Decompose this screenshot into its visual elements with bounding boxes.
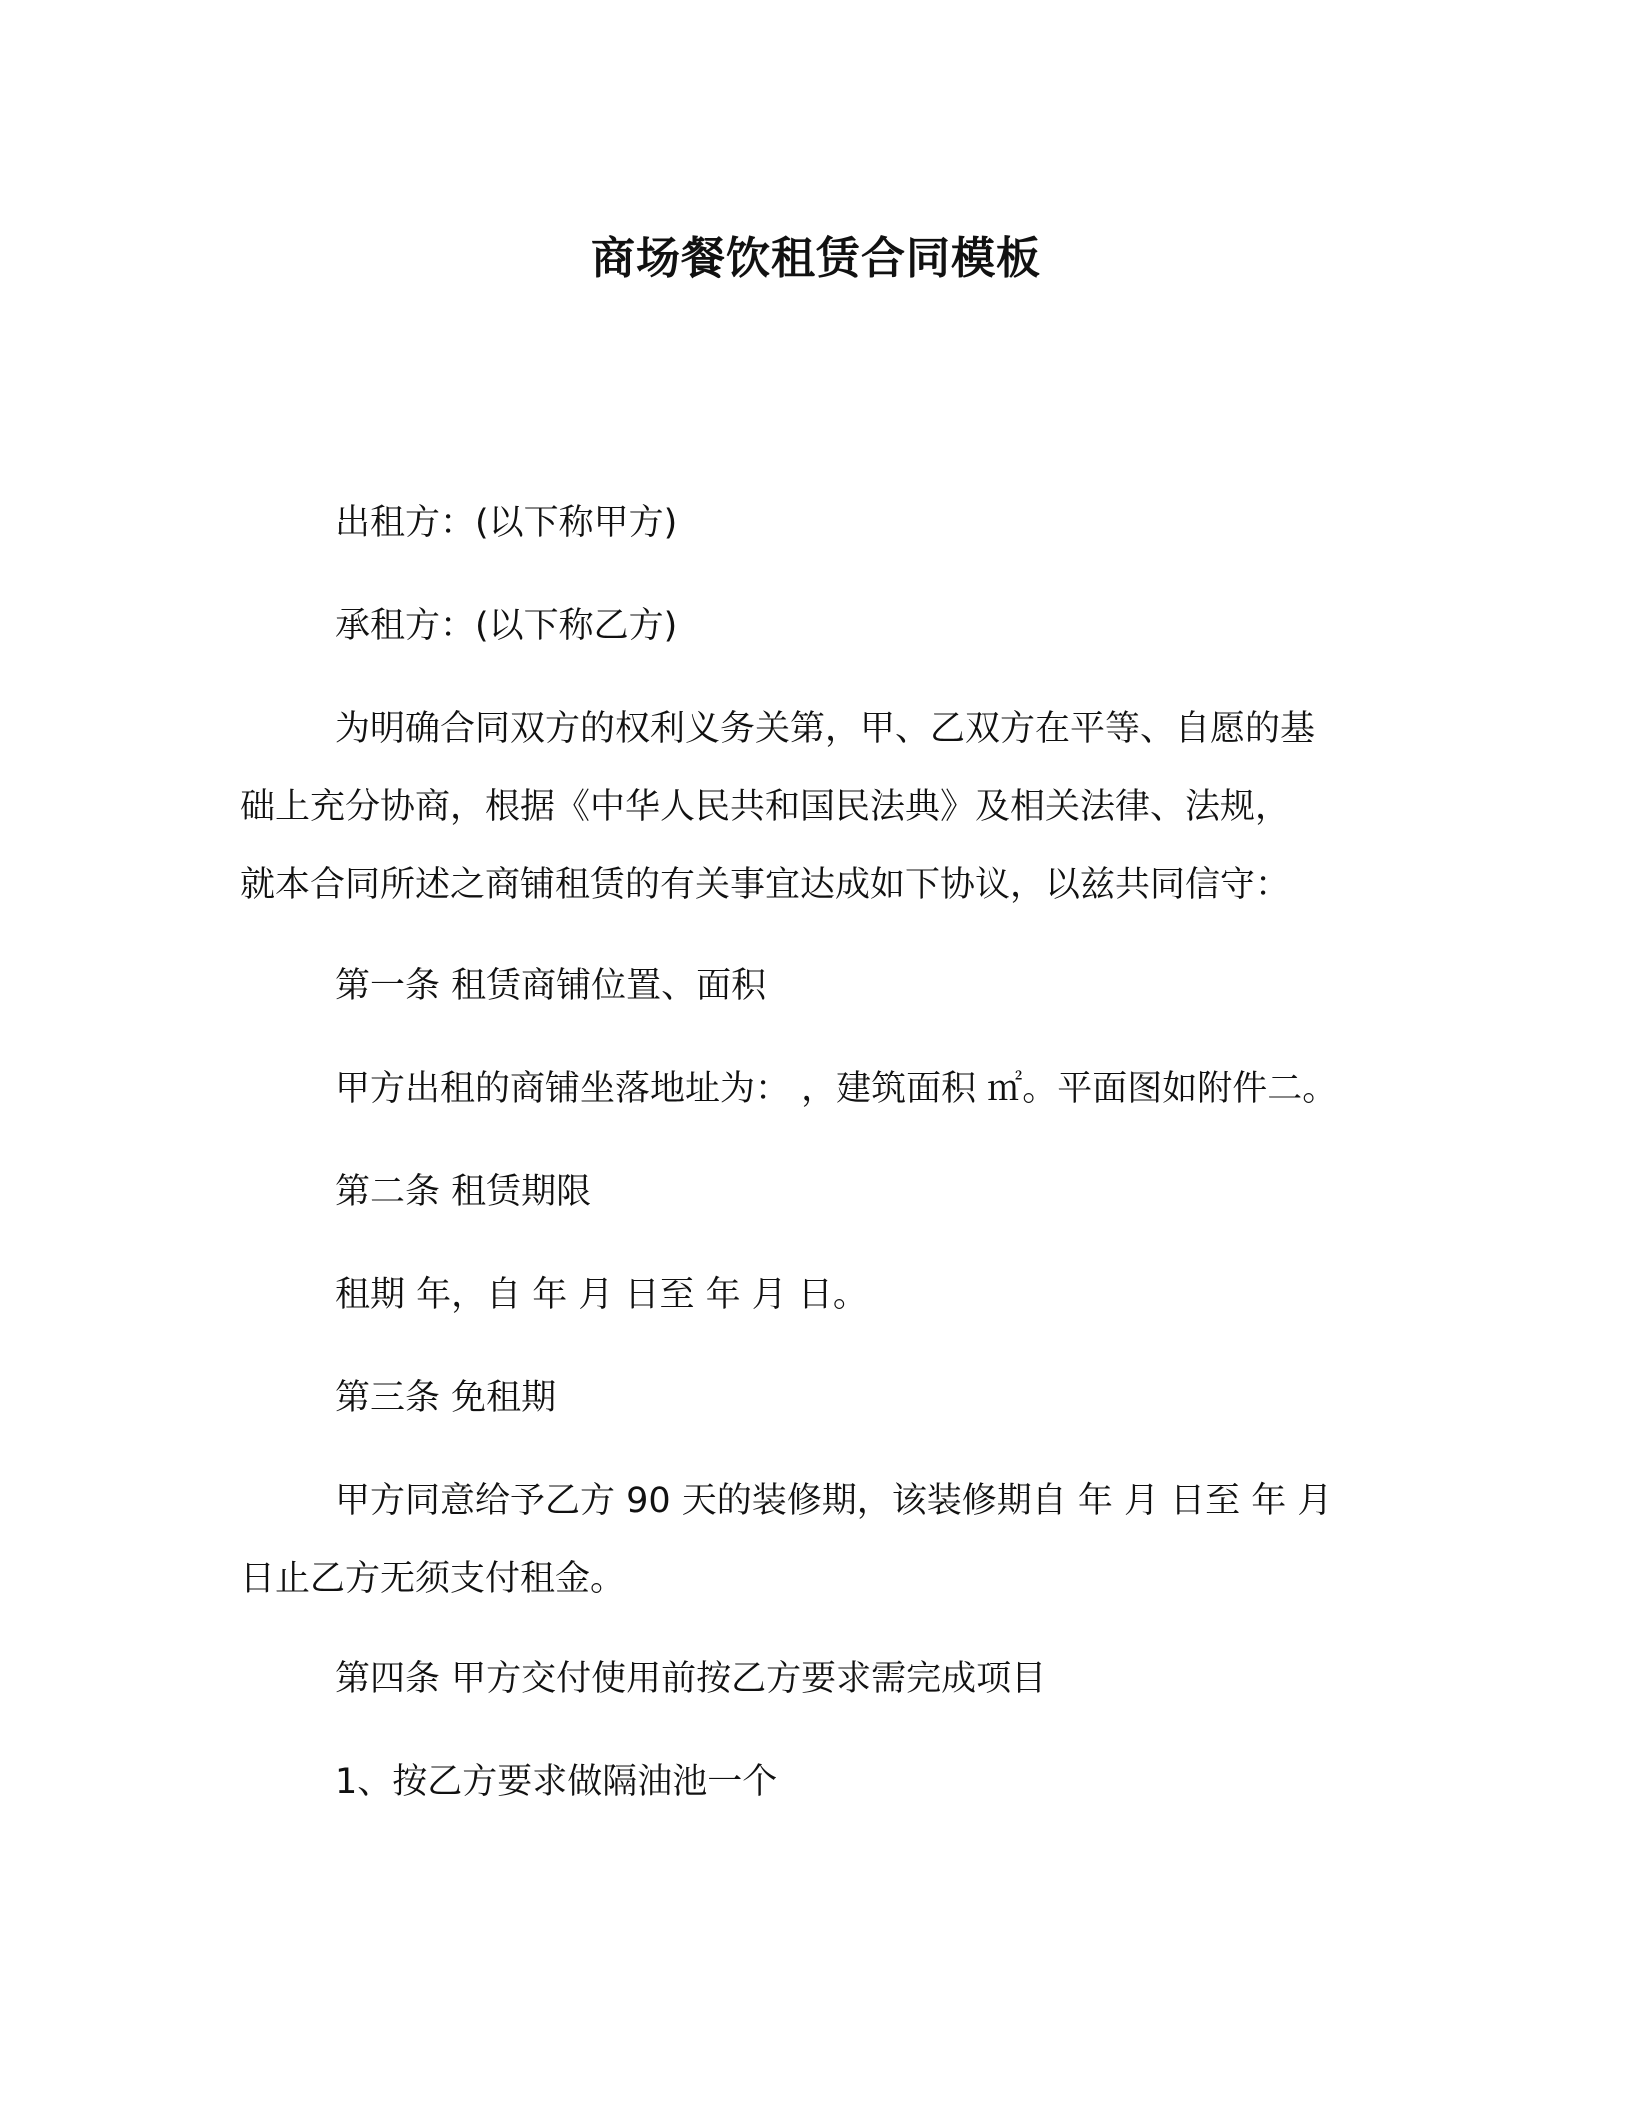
preamble-line-3: 就本合同所述之商铺租赁的有关事宜达成如下协议，以兹共同信守： <box>240 865 1291 905</box>
article3-body-line-2: 日止乙方无须支付租金。 <box>240 1559 626 1599</box>
article2-body: 租期 年，自 年 月 日至 年 月 日。 <box>335 1275 868 1315</box>
lessee-line: 承租方：(以下称乙方) <box>335 606 678 646</box>
preamble-line-2: 础上充分协商，根据《中华人民共和国民法典》及相关法律、法规， <box>240 787 1291 827</box>
article3-body-line-1: 甲方同意给予乙方 90 天的装修期，该装修期自 年 月 日至 年 月 <box>335 1481 1333 1521</box>
article3-heading: 第三条 免租期 <box>335 1378 557 1418</box>
article1-body: 甲方出租的商铺坐落地址为： ，建筑面积 ㎡。平面图如附件二。 <box>335 1069 1338 1109</box>
document-title: 商场餐饮租赁合同模板 <box>591 233 1041 284</box>
article4-heading: 第四条 甲方交付使用前按乙方要求需完成项目 <box>335 1659 1047 1699</box>
preamble-paragraph <box>240 690 1440 924</box>
article3-body <box>240 1462 1440 1618</box>
lessor-line: 出租方：(以下称甲方) <box>335 503 678 543</box>
article4-item-1: 1、按乙方要求做隔油池一个 <box>335 1762 778 1802</box>
article2-heading: 第二条 租赁期限 <box>335 1172 592 1212</box>
preamble-line-1: 为明确合同双方的权利义务关第，甲、乙双方在平等、自愿的基 <box>335 709 1316 749</box>
article1-heading: 第一条 租赁商铺位置、面积 <box>335 966 767 1006</box>
